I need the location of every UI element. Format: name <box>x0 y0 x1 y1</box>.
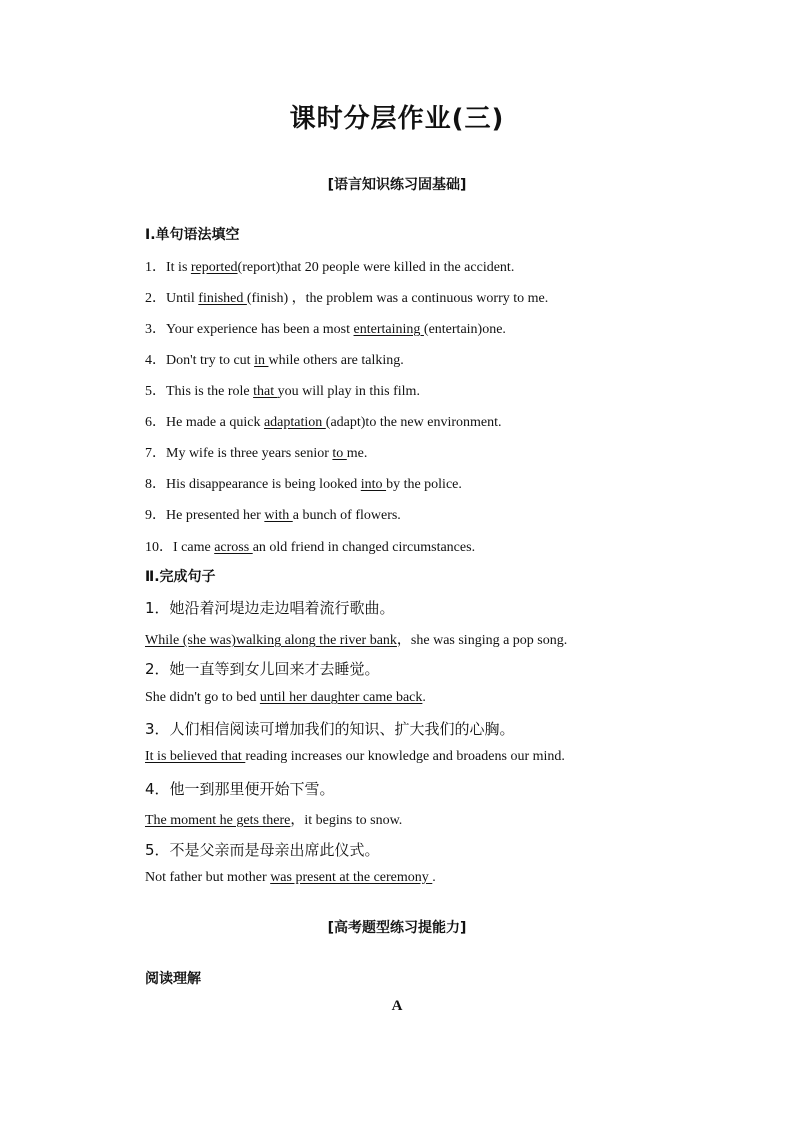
sentence-prompt-cn: 3．人们相信阅读可增加我们的知识、扩大我们的心胸。 <box>145 720 515 738</box>
item-text: Don't try to cut <box>166 353 255 368</box>
item-text: me. <box>346 446 368 461</box>
section-heading-basics: [语言知识练习固基础] <box>327 177 467 193</box>
item-text: (report)that 20 people were killed in the accident. <box>237 260 515 275</box>
item-text: My wife is three years senior <box>166 446 333 461</box>
item-text: a bunch of flowers. <box>292 508 401 523</box>
grammar-item <box>145 287 548 307</box>
item-number: 10． <box>145 540 173 555</box>
item-number: 2． <box>145 291 166 306</box>
item-text: He made a quick <box>166 415 264 430</box>
answer-blank: was present at the ceremony <box>270 870 433 885</box>
item-number: 1． <box>145 260 166 275</box>
grammar-item <box>145 380 420 400</box>
item-text: an old friend in changed circumstances. <box>252 540 476 555</box>
item-number: 3． <box>145 322 166 337</box>
answer-text: . <box>432 870 436 885</box>
item-text: by the police. <box>386 477 462 492</box>
sentence-answer <box>145 809 402 829</box>
page-title: 课时分层作业(三) <box>289 104 505 134</box>
sentence-answer <box>145 629 567 649</box>
answer-text: ，it begins to snow. <box>290 813 403 828</box>
answer-text: reading increases our knowledge and broadens our mind. <box>245 749 565 764</box>
sentence-answer <box>145 749 565 765</box>
sentence-prompt-cn: 4．他一到那里便开始下雪。 <box>145 780 335 798</box>
item-text: Your experience has been a most <box>166 322 354 337</box>
grammar-item <box>145 536 475 556</box>
item-text: (finish) ，the problem was a continuous worry to me. <box>246 291 549 306</box>
grammar-item <box>145 349 404 369</box>
item-text: (adapt)to the new environment. <box>325 415 502 430</box>
grammar-item <box>145 442 367 462</box>
grammar-item <box>145 256 514 276</box>
item-answer: across <box>214 540 253 555</box>
section-heading-exam: [高考题型练习提能力] <box>327 920 467 936</box>
sentence-answer <box>145 690 426 706</box>
item-text: I came <box>173 540 215 555</box>
item-text: (entertain)one. <box>423 322 506 337</box>
answer-blank: The moment he gets there <box>145 813 291 828</box>
item-number: 7． <box>145 446 166 461</box>
reading-heading: 阅读理解 <box>145 971 201 987</box>
answer-text: She didn't go to bed <box>145 690 260 705</box>
sentence-prompt-cn: 1．她沿着河堤边走边唱着流行歌曲。 <box>145 599 395 617</box>
item-text: It is <box>166 260 191 275</box>
item-text: you will play in this film. <box>277 384 420 399</box>
item-number: 6． <box>145 415 166 430</box>
answer-blank: until her daughter came back <box>259 690 423 705</box>
item-number: 9． <box>145 508 166 523</box>
item-answer: that <box>253 384 278 399</box>
item-text: while others are talking. <box>268 353 404 368</box>
sentence-prompt-cn: 2．她一直等到女儿回来才去睡觉。 <box>145 660 380 678</box>
item-answer: adaptation <box>263 415 326 430</box>
item-answer: with <box>264 508 293 523</box>
grammar-item <box>145 473 462 493</box>
grammar-item <box>145 318 506 338</box>
item-text: This is the role <box>166 384 254 399</box>
item-text: Until <box>166 291 199 306</box>
item-answer: entertaining <box>353 322 424 337</box>
item-number: 8． <box>145 477 166 492</box>
item-answer: in <box>254 353 269 368</box>
item-text: His disappearance is being looked <box>166 477 361 492</box>
item-answer: finished <box>198 291 247 306</box>
answer-blank: It is believed that <box>145 749 246 764</box>
answer-blank: While (she was)walking along the river bank <box>145 633 397 648</box>
item-answer: reported <box>190 260 238 275</box>
item-answer: into <box>360 477 387 492</box>
answer-text: . <box>422 690 426 705</box>
part1-heading: Ⅰ.单句语法填空 <box>145 227 240 243</box>
sentence-answer <box>145 870 436 886</box>
grammar-item <box>145 411 502 431</box>
item-number: 5． <box>145 384 166 399</box>
answer-text: Not father but mother <box>145 870 271 885</box>
answer-text: ，she was singing a pop song. <box>396 633 568 648</box>
passage-label: A <box>391 998 403 1014</box>
item-text: He presented her <box>166 508 265 523</box>
grammar-item <box>145 504 401 524</box>
item-answer: to <box>332 446 347 461</box>
part2-heading: Ⅱ.完成句子 <box>145 569 216 585</box>
sentence-prompt-cn: 5．不是父亲而是母亲出席此仪式。 <box>145 841 380 859</box>
item-number: 4． <box>145 353 166 368</box>
